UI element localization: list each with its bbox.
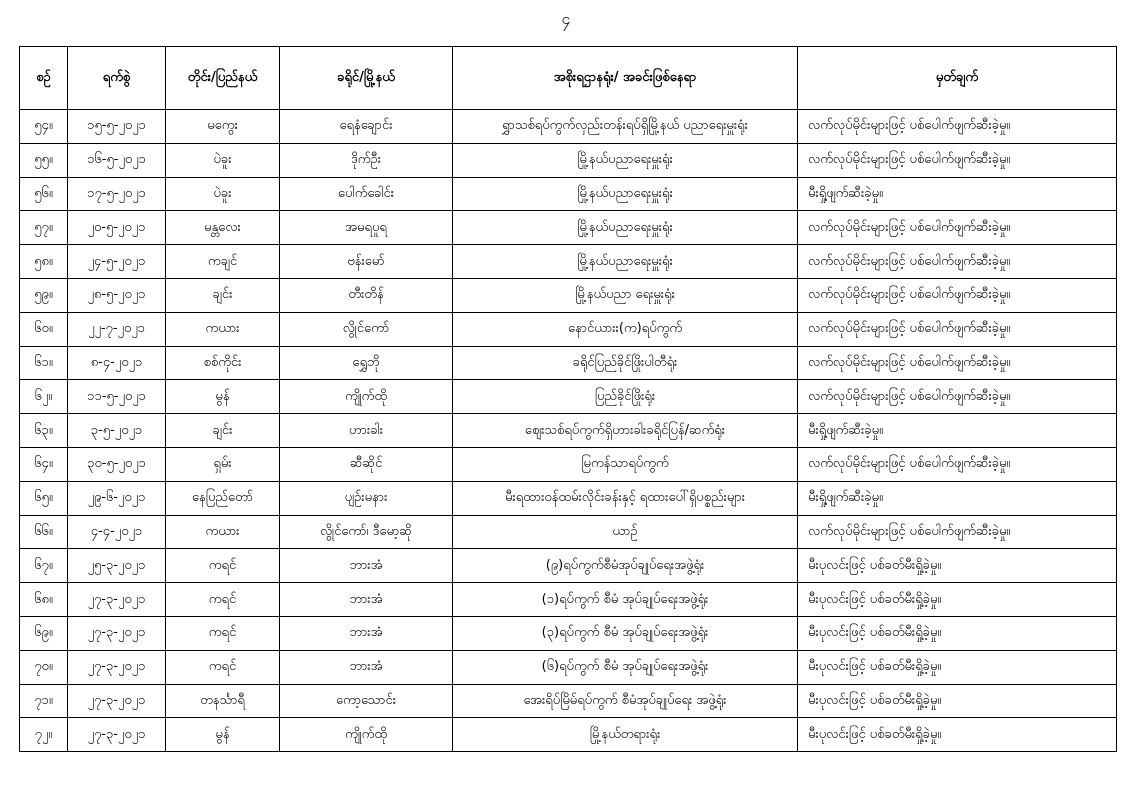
cell-region: မွန် [166, 380, 280, 414]
table-row [20, 380, 1117, 414]
cell-remark: မီးပုလင်းဖြင့် ပစ်ခတ်မီးရှို့ခဲ့မှု။ [798, 718, 1117, 752]
cell-remark: မီးပုလင်းဖြင့် ပစ်ခတ်မီးရှို့ခဲ့မှု။ [798, 583, 1117, 617]
table-row [20, 177, 1117, 211]
cell-region: မွန် [166, 718, 280, 752]
cell-location: (၁)ရပ်ကွက် စီမံ အုပ်ချုပ်ရေးအဖွဲ့ရုံး [453, 583, 798, 617]
table-row [20, 312, 1117, 346]
table-row [20, 718, 1117, 752]
cell-region: တနင်္သာရီ [166, 684, 280, 718]
cell-region: ကချင် [166, 245, 280, 279]
cell-township: ကျိုက်ထို [280, 718, 453, 752]
cell-serial: ၅၅။ [20, 143, 68, 177]
cell-serial: ၅၄။ [20, 110, 68, 144]
cell-location: မြို့နယ်ပညာရေးမှူးရုံး [453, 143, 798, 177]
cell-date: ၁၆-၅-၂၀၂၁ [68, 143, 166, 177]
table-row [20, 549, 1117, 583]
cell-serial: ၆၅။ [20, 481, 68, 515]
cell-township: ပျဉ်းမနား [280, 481, 453, 515]
table-row [20, 583, 1117, 617]
cell-location: မြို့နယ်ပညာရေးမှူးရုံး [453, 211, 798, 245]
cell-serial: ၇၂။ [20, 718, 68, 752]
cell-township: တီးတိန် [280, 278, 453, 312]
cell-region: ကရင် [166, 583, 280, 617]
cell-serial: ၆၃။ [20, 414, 68, 448]
cell-region: ကရင် [166, 616, 280, 650]
cell-date: ၁၇-၅-၂၀၂၁ [68, 177, 166, 211]
cell-region: မကွေး [166, 110, 280, 144]
cell-township: ဒိုက်ဦး [280, 143, 453, 177]
cell-township: ဘားအံ [280, 650, 453, 684]
cell-location: မြို့နယ်တရားရုံး [453, 718, 798, 752]
page-number: ၄ [561, 9, 571, 28]
cell-remark: မီးရှို့ဖျက်ဆီးခဲ့မှု။ [798, 481, 1117, 515]
cell-remark: မီးပုလင်းဖြင့် ပစ်ခတ်မီးရှို့ခဲ့မှု။ [798, 684, 1117, 718]
cell-township: ဘားအံ [280, 549, 453, 583]
cell-serial: ၆၆။ [20, 515, 68, 549]
cell-township: ကော့သောင်း [280, 684, 453, 718]
cell-remark: လက်လုပ်မိုင်းများဖြင့် ပစ်ပေါက်ဖျက်ဆီးခဲ့မှု။ [798, 447, 1117, 481]
cell-date: ၂၄-၅-၂၀၂၁ [68, 245, 166, 279]
cell-township: ဘားအံ [280, 616, 453, 650]
cell-remark: လက်လုပ်မိုင်းများဖြင့် ပစ်ပေါက်ဖျက်ဆီးခဲ့မှု။ [798, 143, 1117, 177]
cell-serial: ၆၇။ [20, 549, 68, 583]
cell-township: ရေနံချောင်း [280, 110, 453, 144]
incident-table [19, 46, 1117, 752]
cell-date: ၂၉-၆-၂၀၂၁ [68, 481, 166, 515]
cell-region: ကယား [166, 312, 280, 346]
cell-serial: ၅၉။ [20, 278, 68, 312]
cell-location: (၆)ရပ်ကွက် စီမံ အုပ်ချုပ်ရေးအဖွဲ့ရုံး [453, 650, 798, 684]
table-row [20, 481, 1117, 515]
cell-remark: မီးရှို့ဖျက်ဆီးခဲ့မှု။ [798, 177, 1117, 211]
cell-serial: ၅၈။ [20, 245, 68, 279]
cell-remark: လက်လုပ်မိုင်းများဖြင့် ပစ်ပေါက်ဖျက်ဆီးခဲ့မှု။ [798, 211, 1117, 245]
cell-region: ပဲခူး [166, 143, 280, 177]
cell-remark: မီးပုလင်းဖြင့် ပစ်ခတ်မီးရှို့ခဲ့မှု။ [798, 616, 1117, 650]
cell-date: ၁၁-၅-၂၀၂၁ [68, 380, 166, 414]
table-row [20, 143, 1117, 177]
table-row [20, 447, 1117, 481]
cell-township: အမရပူရ [280, 211, 453, 245]
cell-remark: လက်လုပ်မိုင်းများဖြင့် ပစ်ပေါက်ဖျက်ဆီးခဲ့မှု။ [798, 245, 1117, 279]
cell-location: မြို့နယ်ပညာရေးမှူးရုံး [453, 245, 798, 279]
cell-location: အေးရိပ်မြိမ်ရပ်ကွက် စီမံအုပ်ချုပ်ရေး အဖွဲ့ရုံး [453, 684, 798, 718]
table-row [20, 684, 1117, 718]
cell-location: မြို့နယ်ပညာရေးမှူးရုံး [453, 177, 798, 211]
cell-location: မြို့နယ်ပညာ ရေးမှူးရုံး [453, 278, 798, 312]
cell-date: ၄-၄-၂၀၂၁ [68, 515, 166, 549]
cell-date: ၃-၅-၂၀၂၁ [68, 414, 166, 448]
cell-remark: မီးပုလင်းဖြင့် ပစ်ခတ်မီးရှို့ခဲ့မှု။ [798, 650, 1117, 684]
cell-date: ၂၇-၃-၂၀၂၁ [68, 684, 166, 718]
cell-remark: လက်လုပ်မိုင်းများဖြင့် ပစ်ပေါက်ဖျက်ဆီးခဲ့မှု။ [798, 312, 1117, 346]
cell-date: ၃၀-၅-၂၀၂၁ [68, 447, 166, 481]
cell-region: စစ်ကိုင်း [166, 346, 280, 380]
cell-location: ဈေးသစ်ရပ်ကွက်ရှိဟားခါးခရိုင်ပြန်/ဆက်ရုံး [453, 414, 798, 448]
cell-remark: လက်လုပ်မိုင်းများဖြင့် ပစ်ပေါက်ဖျက်ဆီးခဲ့မှု။ [798, 380, 1117, 414]
cell-remark: လက်လုပ်မိုင်းများဖြင့် ပစ်ပေါက်ဖျက်ဆီးခဲ့မှု။ [798, 515, 1117, 549]
cell-township: လွိုင်ကော်၊ ဒီမော့ဆို [280, 515, 453, 549]
cell-township: ကျိုက်ထို [280, 380, 453, 414]
table-body [20, 110, 1117, 752]
table-row [20, 110, 1117, 144]
cell-location: (၉)ရပ်ကွက်စီမံအုပ်ချုပ်ရေးအဖွဲ့ရုံး [453, 549, 798, 583]
cell-region: ကရင် [166, 549, 280, 583]
cell-location: မီးရထားဝန်ထမ်းလိုင်းခန်းနှင့် ရထားပေါ်ရှိပစ္စည်းများ [453, 481, 798, 515]
cell-township: ဟားခါး [280, 414, 453, 448]
cell-location: နောင်ယားး(က)ရပ်ကွက် [453, 312, 798, 346]
cell-date: ၂၇-၃-၂၀၂၁ [68, 718, 166, 752]
cell-location: ခရိုင်ပြည်ခိုင်ဖြိုးပါတီရုံး [453, 346, 798, 380]
cell-remark: လက်လုပ်မိုင်းများဖြင့် ပစ်ပေါက်ဖျက်ဆီးခဲ့မှု။ [798, 110, 1117, 144]
cell-region: ချင်း [166, 278, 280, 312]
cell-township: ဆီဆိုင် [280, 447, 453, 481]
cell-serial: ၆၁။ [20, 346, 68, 380]
cell-remark: မီးပုလင်းဖြင့် ပစ်ခတ်မီးရှို့ခဲ့မှု။ [798, 549, 1117, 583]
table-row [20, 515, 1117, 549]
cell-date: ၂၇-၃-၂၀၂၁ [68, 650, 166, 684]
header-remark: မှတ်ချက် [798, 47, 1117, 110]
cell-serial: ၇၀။ [20, 650, 68, 684]
table-row [20, 616, 1117, 650]
cell-region: ကယား [166, 515, 280, 549]
cell-location: ရွှာသစ်ရပ်ကွက်လှည်းတန်းရပ်ရှိမြို့နယ် ပညာရေးမှူးရုံး [453, 110, 798, 144]
table-row [20, 278, 1117, 312]
cell-location: ယာဉ် [453, 515, 798, 549]
cell-township: ဗန်းမော် [280, 245, 453, 279]
cell-remark: မီးရှို့ဖျက်ဆီးခဲ့မှု။ [798, 414, 1117, 448]
cell-region: နေပြည်တော် [166, 481, 280, 515]
cell-date: ၂၅-၃-၂၀၂၁ [68, 549, 166, 583]
cell-township: ဘားအံ [280, 583, 453, 617]
cell-township: လွိုင်ကော် [280, 312, 453, 346]
cell-date: ၂၈-၅-၂၀၂၁ [68, 278, 166, 312]
cell-date: ၂၇-၃-၂၀၂၁ [68, 583, 166, 617]
cell-region: ပဲခူး [166, 177, 280, 211]
cell-region: မန္တလေး [166, 211, 280, 245]
cell-date: ၂၀-၅-၂၀၂၁ [68, 211, 166, 245]
header-date: ရက်စွဲ [68, 47, 166, 110]
table-header-row [20, 47, 1117, 110]
cell-remark: လက်လုပ်မိုင်းများဖြင့် ပစ်ပေါက်ဖျက်ဆီးခဲ့မှု။ [798, 346, 1117, 380]
cell-date: ၂၂-၇-၂၀၂၁ [68, 312, 166, 346]
cell-remark: လက်လုပ်မိုင်းများဖြင့် ပစ်ပေါက်ဖျက်ဆီးခဲ့မှု။ [798, 278, 1117, 312]
cell-region: ရှမ်း [166, 447, 280, 481]
cell-region: ချင်း [166, 414, 280, 448]
cell-township: ရွှေဘို [280, 346, 453, 380]
header-serial: စဉ် [20, 47, 68, 110]
cell-serial: ၆၉။ [20, 616, 68, 650]
table-row [20, 245, 1117, 279]
cell-region: ကရင် [166, 650, 280, 684]
header-township: ခရိုင်/မြို့နယ် [280, 47, 453, 110]
cell-date: ၂၇-၃-၂၀၂၁ [68, 616, 166, 650]
cell-serial: ၆၀။ [20, 312, 68, 346]
cell-serial: ၅၇။ [20, 211, 68, 245]
table-row [20, 414, 1117, 448]
cell-serial: ၇၁။ [20, 684, 68, 718]
cell-location: (၃)ရပ်ကွက် စီမံ အုပ်ချုပ်ရေးအဖွဲ့ရုံး [453, 616, 798, 650]
cell-township: ပေါက်ခေါင်း [280, 177, 453, 211]
cell-serial: ၅၆။ [20, 177, 68, 211]
table-row [20, 346, 1117, 380]
cell-date: ၁၅-၅-၂၀၂၁ [68, 110, 166, 144]
cell-serial: ၆၄။ [20, 447, 68, 481]
cell-location: ပြည်ခိုင်ဖြိုးရုံး [453, 380, 798, 414]
table-row [20, 650, 1117, 684]
cell-serial: ၆၂။ [20, 380, 68, 414]
cell-date: ၈-၄-၂၀၂၁ [68, 346, 166, 380]
cell-serial: ၆၈။ [20, 583, 68, 617]
table-row [20, 211, 1117, 245]
header-region: တိုင်း/ပြည်နယ် [166, 47, 280, 110]
cell-location: မြကန်သာရပ်ကွက် [453, 447, 798, 481]
header-location: အစိုးရဌာနရုံး/ အခင်းဖြစ်နေရာ [453, 47, 798, 110]
